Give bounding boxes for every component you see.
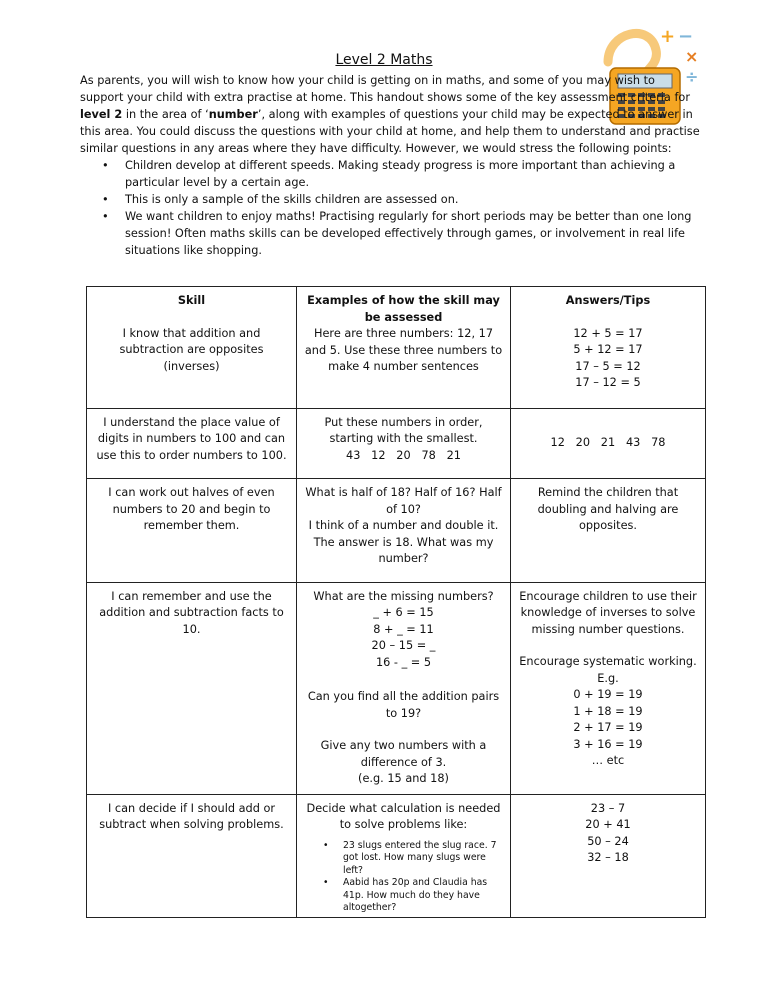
answer-cell: Remind the children that doubling and halving are opposites. — [511, 479, 706, 583]
example-cell: What is half of 18? Half of 16? Half of 10? I think of a number and double it. The answer is 18. What was my number? — [297, 479, 511, 583]
skill-cell: I can remember and use the addition and subtraction facts to 10. — [87, 582, 297, 794]
example-cell: Decide what calculation is needed to solve problems like: • 23 slugs entered the slug race. 7 got lost. How many slugs were left? • Aabid has 20p and Claudia has 41p. How much do they have altogether? — [297, 794, 511, 917]
intro-text — [80, 72, 700, 259]
svg-text:−: − — [678, 26, 694, 47]
intro-bullets — [80, 157, 700, 259]
bullet-item: • This is only a sample of the skills children are assessed on. — [102, 193, 459, 206]
skills-table — [86, 286, 706, 918]
level-emphasis: level 2 — [80, 108, 123, 121]
intro-paragraph: As parents, you will wish to know how your child is getting on in maths, and some of you may wish to support your child with extra practise at home. This handout shows some of the key assessment criteria for level 2 in the area of ‘number’, along with examples of questions your child may be expected to answer in this area. You could discuss the questions with your child at home, and help them to understand and practise similar questions in any areas where they have difficulty. However, we would stress the following points: — [80, 74, 700, 155]
skill-cell: I can decide if I should add or subtract when solving problems. — [87, 794, 297, 917]
table-row — [87, 287, 706, 409]
number-emphasis: number — [208, 108, 258, 121]
skill-cell: I can work out halves of even numbers to 20 and begin to remember them. — [87, 479, 297, 583]
bullet-item: • Children develop at different speeds. Making steady progress is more important than achieving a particular level by a certain age. — [102, 159, 676, 189]
svg-text:+: + — [660, 26, 676, 47]
header-answers: Answers/Tips — [565, 294, 651, 307]
answer-cell: 12 20 21 43 78 — [511, 408, 706, 479]
table-row — [87, 794, 706, 917]
answer-cell: Encourage children to use their knowledge of inverses to solve missing number questions. Encourage systematic working. E.g. 0 + 19 = 19 1 + 18 = 19 2 + 17 = 19 3 + 16 = 19 … etc — [511, 582, 706, 794]
example-cell: Examples of how the skill may be assessed Here are three numbers: 12, 17 and 5. Use these three numbers to make 4 number sentences — [297, 287, 511, 409]
bullet-item: • We want children to enjoy maths! Practising regularly for short periods may be better than one long session! Often maths skills can be developed effectively through games, or involvement in real life situations like shopping. — [102, 210, 692, 257]
table-row — [87, 582, 706, 794]
answer-cell: 23 – 7 20 + 41 50 – 24 32 – 18 — [511, 794, 706, 917]
example-cell: Put these numbers in order, starting with the smallest. 43 12 20 78 21 — [297, 408, 511, 479]
svg-text:÷: ÷ — [685, 67, 699, 86]
svg-text:×: × — [685, 47, 699, 66]
example-cell: What are the missing numbers? _ + 6 = 15 8 + _ = 11 20 – 15 = _ 16 - _ = 5 Can you find all the addition pairs to 19? Give any two numbers with a difference of 3. (e.g. 15 and 18) — [297, 582, 511, 794]
header-examples: Examples of how the skill may be assessed — [307, 294, 500, 324]
header-skill: Skill — [177, 294, 206, 307]
table-row — [87, 479, 706, 583]
list-item: • Aabid has 20p and Claudia has 41p. How much do they have altogether? — [323, 877, 488, 913]
answer-cell: Answers/Tips 12 + 5 = 17 5 + 12 = 17 17 – 5 = 12 17 – 12 = 5 — [511, 287, 706, 409]
table-row — [87, 408, 706, 479]
skill-cell: I understand the place value of digits in numbers to 100 and can use this to order numbers to 100. — [87, 408, 297, 479]
page-title: Level 2 Maths — [335, 52, 433, 68]
skill-cell: Skill I know that addition and subtraction are opposites (inverses) — [87, 287, 297, 409]
problem-list — [303, 840, 504, 915]
list-item: • 23 slugs entered the slug race. 7 got lost. How many slugs were left? — [323, 839, 497, 876]
